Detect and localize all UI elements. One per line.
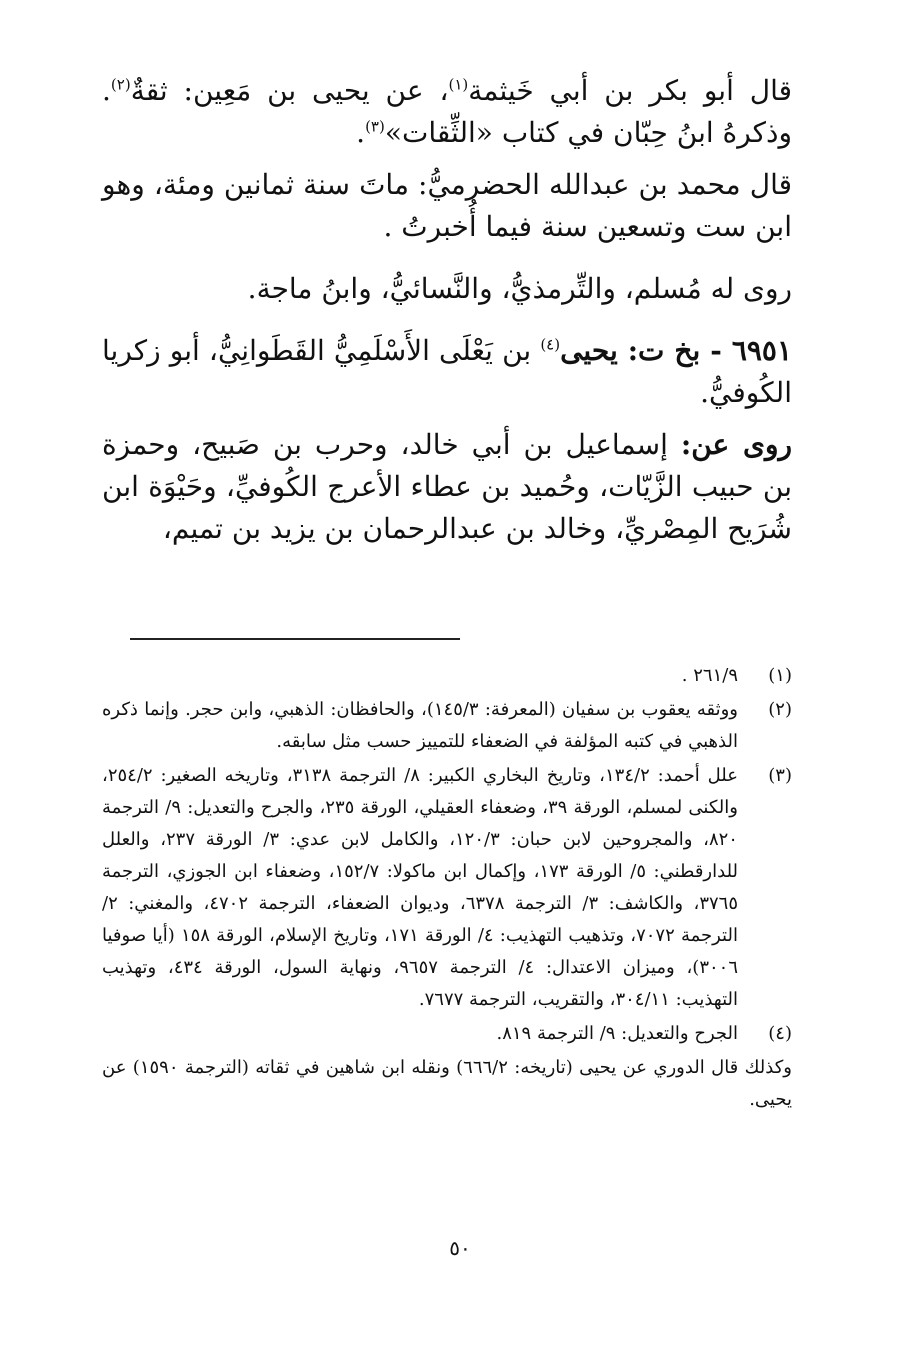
footnote-number: (١)	[768, 665, 792, 686]
footnote-2	[102, 694, 792, 758]
paragraph-narrators: روى له مُسلم، والتِّرمذيُّ، والنَّسائيُّ، وابنُ ماجة.	[247, 272, 792, 305]
footnote-ref-2[interactable]: (٢)	[110, 75, 131, 94]
footnote-4	[102, 1018, 792, 1050]
paragraph-hadrami: قال محمد بن عبدالله الحضرميُّ: ماتَ سنة ثمانين ومئة، وهو ابن ست وتسعين سنة فيما أُخبرتُ .	[102, 168, 792, 243]
entry-name: بن يَعْلَى الأَسْلَمِيُّ القَطَوانِيُّ، أبو زكريا الكُوفيُّ.	[102, 334, 792, 409]
footnote-ref-3[interactable]: (٣)	[365, 117, 385, 136]
footnote-ref-1[interactable]: (١)	[448, 75, 469, 94]
footnote-number: (٢)	[768, 699, 792, 720]
footnote-1	[102, 660, 792, 692]
entry-number: ٦٩٥١ - بخ ت: يحيى	[560, 334, 792, 367]
entry-heading	[102, 330, 792, 414]
narrated-label: روى عن:	[680, 428, 792, 461]
footnote-text: ووثقه يعقوب بن سفيان (المعرفة: ١٤٥/٣)، والحافظان: الذهبي، وابن حجر. وإنما ذكره الذهبي في كتبه المؤلفة في الضعفاء للتمييز حسب مثل سابقه.	[102, 699, 738, 752]
footnote-divider	[130, 638, 460, 640]
footnote-continuation: وكذلك قال الدوري عن يحيى (تاريخه: ٦٦٦/٢) ونقله ابن شاهين في ثقاته (الترجمة ١٥٩٠) عن يحيى.	[102, 1057, 792, 1110]
paragraph-abi-khaythama	[102, 70, 792, 154]
footnote-ref-4[interactable]: (٤)	[540, 335, 561, 354]
narrated-text: إسماعيل بن أبي خالد، وحرب بن صَبيح، وحمزة بن حبيب الزَّيّات، وحُميد بن عطاء الأعرج الكُوفيِّ، وحَيْوَة ابن شُرَيح المِصْريِّ، وخالد بن عبدالرحمان بن يزيد بن تميم،	[102, 428, 792, 545]
footnote-text: علل أحمد: ١٣٤/٢، وتاريخ البخاري الكبير: ٨/ الترجمة ٣١٣٨، وتاريخه الصغير: ٢٥٤/٢، والكنى لمسلم، الورقة ٣٩، وضعفاء العقيلي، الورقة ٢٣٥، والجرح والتعديل: ٩/ الترجمة ٨٢٠، والمجروحين لابن حبان: ١٢٠/٣، والكامل لابن عدي: ٣/ الورقة ٢٣٧، والعلل للدارقطني: ٥/ الورقة ١٧٣، وإكمال ابن ماكولا: ١٥٢/٧، وضعفاء ابن الجوزي، الترجمة ٣٧٦٥، والكاشف: ٣/ الترجمة ٦٣٧٨، وديوان الضعفاء، الترجمة ٤٧٠٢، والمغني: ٢/ الترجمة ٧٠٧٢، وتذهيب التهذيب: ٤/ الورقة ١٧١، وتاريخ الإسلام، الورقة ١٥٨ (أيا صوفيا ٣٠٠٦)، وميزان الاعتدال: ٤/ الترجمة ٩٦٥٧، ونهاية السول، الورقة ٤٣٤، وتهذيب التهذيب: ٣٠٤/١١، والتقريب، الترجمة ٧٦٧٧.	[102, 765, 739, 1010]
text-run: ، عن يحيى بن مَعِين: ثقةٌ	[130, 74, 449, 107]
main-text	[102, 70, 792, 570]
page-number: ٥٠	[449, 1236, 471, 1260]
footnote-text: ٢٦١/٩ .	[681, 665, 738, 686]
footnote-number: (٣)	[768, 765, 792, 786]
paragraph-narrated-from	[102, 424, 792, 550]
footnote-3	[102, 760, 792, 1016]
text-run: قال أبو بكر بن أبي خَيثمة	[468, 74, 792, 107]
text-run: . وذكرهُ ابنُ حِبّان في كتاب «الثِّقات»	[102, 74, 792, 149]
text-run: .	[356, 116, 366, 149]
footnotes	[102, 660, 792, 1116]
footnote-text: الجرح والتعديل: ٩/ الترجمة ٨١٩.	[496, 1023, 738, 1044]
footnote-number: (٤)	[768, 1023, 792, 1044]
